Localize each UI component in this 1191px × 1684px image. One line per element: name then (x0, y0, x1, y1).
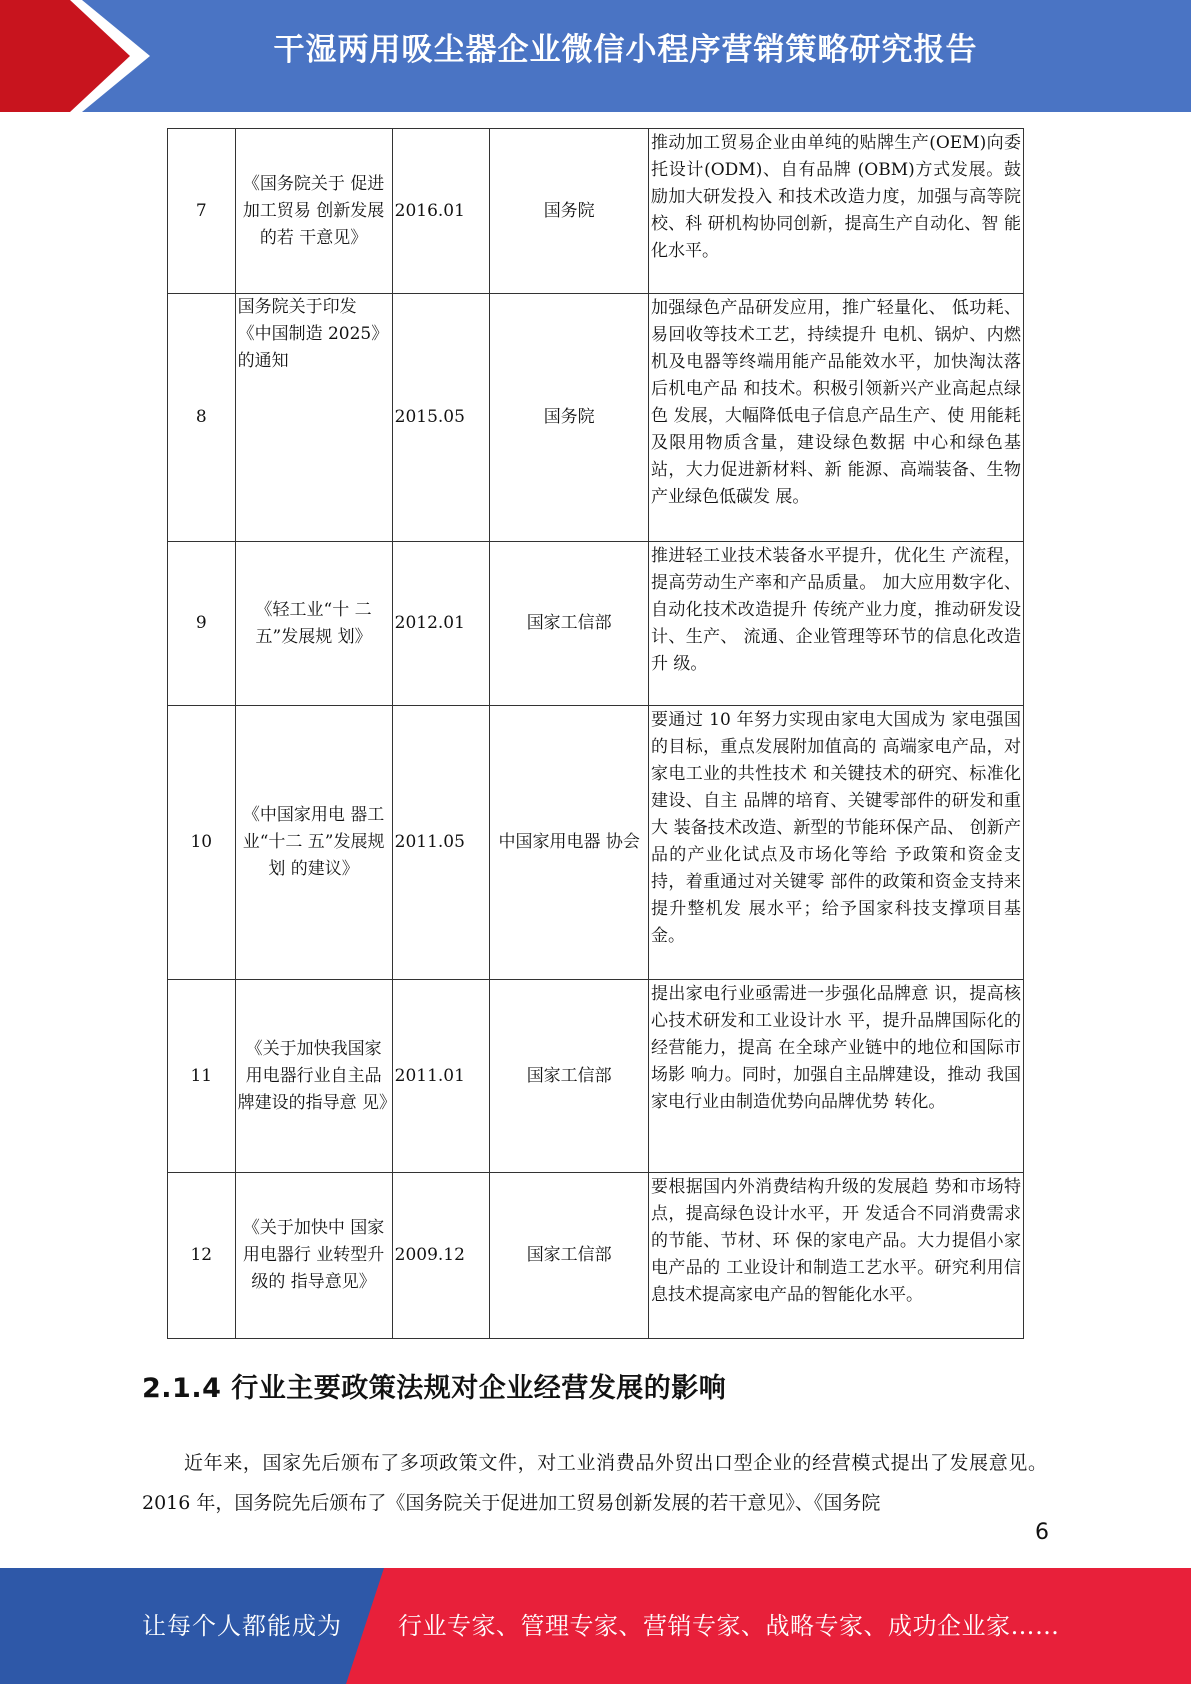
policy-department: 国务院 (490, 294, 649, 542)
policy-department: 国家工信部 (490, 542, 649, 706)
policy-department: 国务院 (490, 129, 649, 294)
policy-date: 2012.01 (392, 542, 490, 706)
row-number: 11 (168, 980, 236, 1173)
row-number: 8 (168, 294, 236, 542)
page-footer (0, 1568, 1191, 1684)
table-row (168, 1173, 1024, 1339)
policy-date: 2016.01 (392, 129, 490, 294)
row-number: 7 (168, 129, 236, 294)
policy-content: 加强绿色产品研发应用，推广轻量化、 低功耗、易回收等技术工艺，持续提升 电机、锅炉、内燃机及电器等终端用能产品能效水平，加快淘汰落后机电产品 和技术。积极引领新兴产业高起点绿色 发展，大幅降低电子信息产品生产、使 用能耗及限用物质含量，建设绿色数据 中心和绿色基站，大力促进新材料、新 能源、高端装备、生物产业绿色低碳发 展。 (648, 294, 1023, 542)
policy-date: 2011.05 (392, 706, 490, 980)
policy-name: 《关于加快我国家用电器行业自主品牌建设的指导意 见》 (235, 980, 392, 1173)
table-row (168, 542, 1024, 706)
policy-name: 《中国家用电 器工业“十二 五”发展规划 的建议》 (235, 706, 392, 980)
policy-department: 国家工信部 (490, 1173, 649, 1339)
policy-name: 国务院关于印发《中国制造 2025》的通知 (235, 294, 392, 542)
table-row (168, 129, 1024, 294)
policy-department: 中国家用电器 协会 (490, 706, 649, 980)
footer-slogan-right: 行业专家、管理专家、营销专家、战略专家、成功企业家…… (398, 1612, 1060, 1640)
row-number: 10 (168, 706, 236, 980)
page-header (0, 0, 1191, 112)
table-row (168, 294, 1024, 542)
policy-table (167, 128, 1024, 1339)
policy-date: 2011.01 (392, 980, 490, 1173)
policy-name: 《轻工业“十 二五”发展规 划》 (235, 542, 392, 706)
table-row (168, 980, 1024, 1173)
policy-content: 推动加工贸易企业由单纯的贴牌生产(OEM)向委托设计(ODM)、自有品牌 (OBM)方式发展。鼓励加大研发投入 和技术改造力度，加强与高等院校、科 研机构协同创新，提高生产自动化、智 能化水平。 (648, 129, 1023, 294)
row-number: 9 (168, 542, 236, 706)
section-heading: 2.1.4 行业主要政策法规对企业经营发展的影响 (142, 1373, 727, 1404)
body-paragraph: 近年来，国家先后颁布了多项政策文件，对工业消费品外贸出口型企业的经营模式提出了发展意见。2016 年，国务院先后颁布了《国务院关于促进加工贸易创新发展的若干意见》、《国务院 (142, 1452, 1047, 1514)
policy-date: 2015.05 (392, 294, 490, 542)
policy-content: 要通过 10 年努力实现由家电大国成为 家电强国的目标，重点发展附加值高的 高端家电产品，对家电工业的共性技术 和关键技术的研究、标准化建设、自主 品牌的培育、关键零部件的研发和重大 装备技术改造、新型的节能环保产品、 创新产品的产业化试点及市场化等给 予政策和资金支持，着重通过对关键零 部件的政策和资金支持来提升整机发 展水平；给予国家科技支撑项目基金。 (648, 706, 1023, 980)
policy-content: 提出家电行业亟需进一步强化品牌意 识，提高核心技术研发和工业设计水 平，提升品牌国际化的经营能力，提高 在全球产业链中的地位和国际市场影 响力。同时，加强自主品牌建设，推动 我国家电行业由制造优势向品牌优势 转化。 (648, 980, 1023, 1173)
footer-slogan-left: 让每个人都能成为 (142, 1612, 342, 1640)
report-title: 干湿两用吸尘器企业微信小程序营销策略研究报告 (273, 32, 978, 68)
row-number: 12 (168, 1173, 236, 1339)
policy-department: 国家工信部 (490, 980, 649, 1173)
table-row (168, 706, 1024, 980)
policy-date: 2009.12 (392, 1173, 490, 1339)
policy-content: 要根据国内外消费结构升级的发展趋 势和市场特点，提高绿色设计水平，开 发适合不同消费需求的节能、节材、环 保的家电产品。大力提倡小家电产品的 工业设计和制造工艺水平。研究利用信 息技术提高家电产品的智能化水平。 (648, 1173, 1023, 1339)
policy-name: 《国务院关于 促进加工贸易 创新发展的若 干意见》 (235, 129, 392, 294)
policy-name: 《关于加快中 国家用电器行 业转型升级的 指导意见》 (235, 1173, 392, 1339)
page-number: 6 (1035, 1520, 1049, 1545)
policy-content: 推进轻工业技术装备水平提升，优化生 产流程，提高劳动生产率和产品质量。 加大应用数字化、自动化技术改造提升 传统产业力度，推动研发设计、生产、 流通、企业管理等环节的信息化改造升 级。 (648, 542, 1023, 706)
